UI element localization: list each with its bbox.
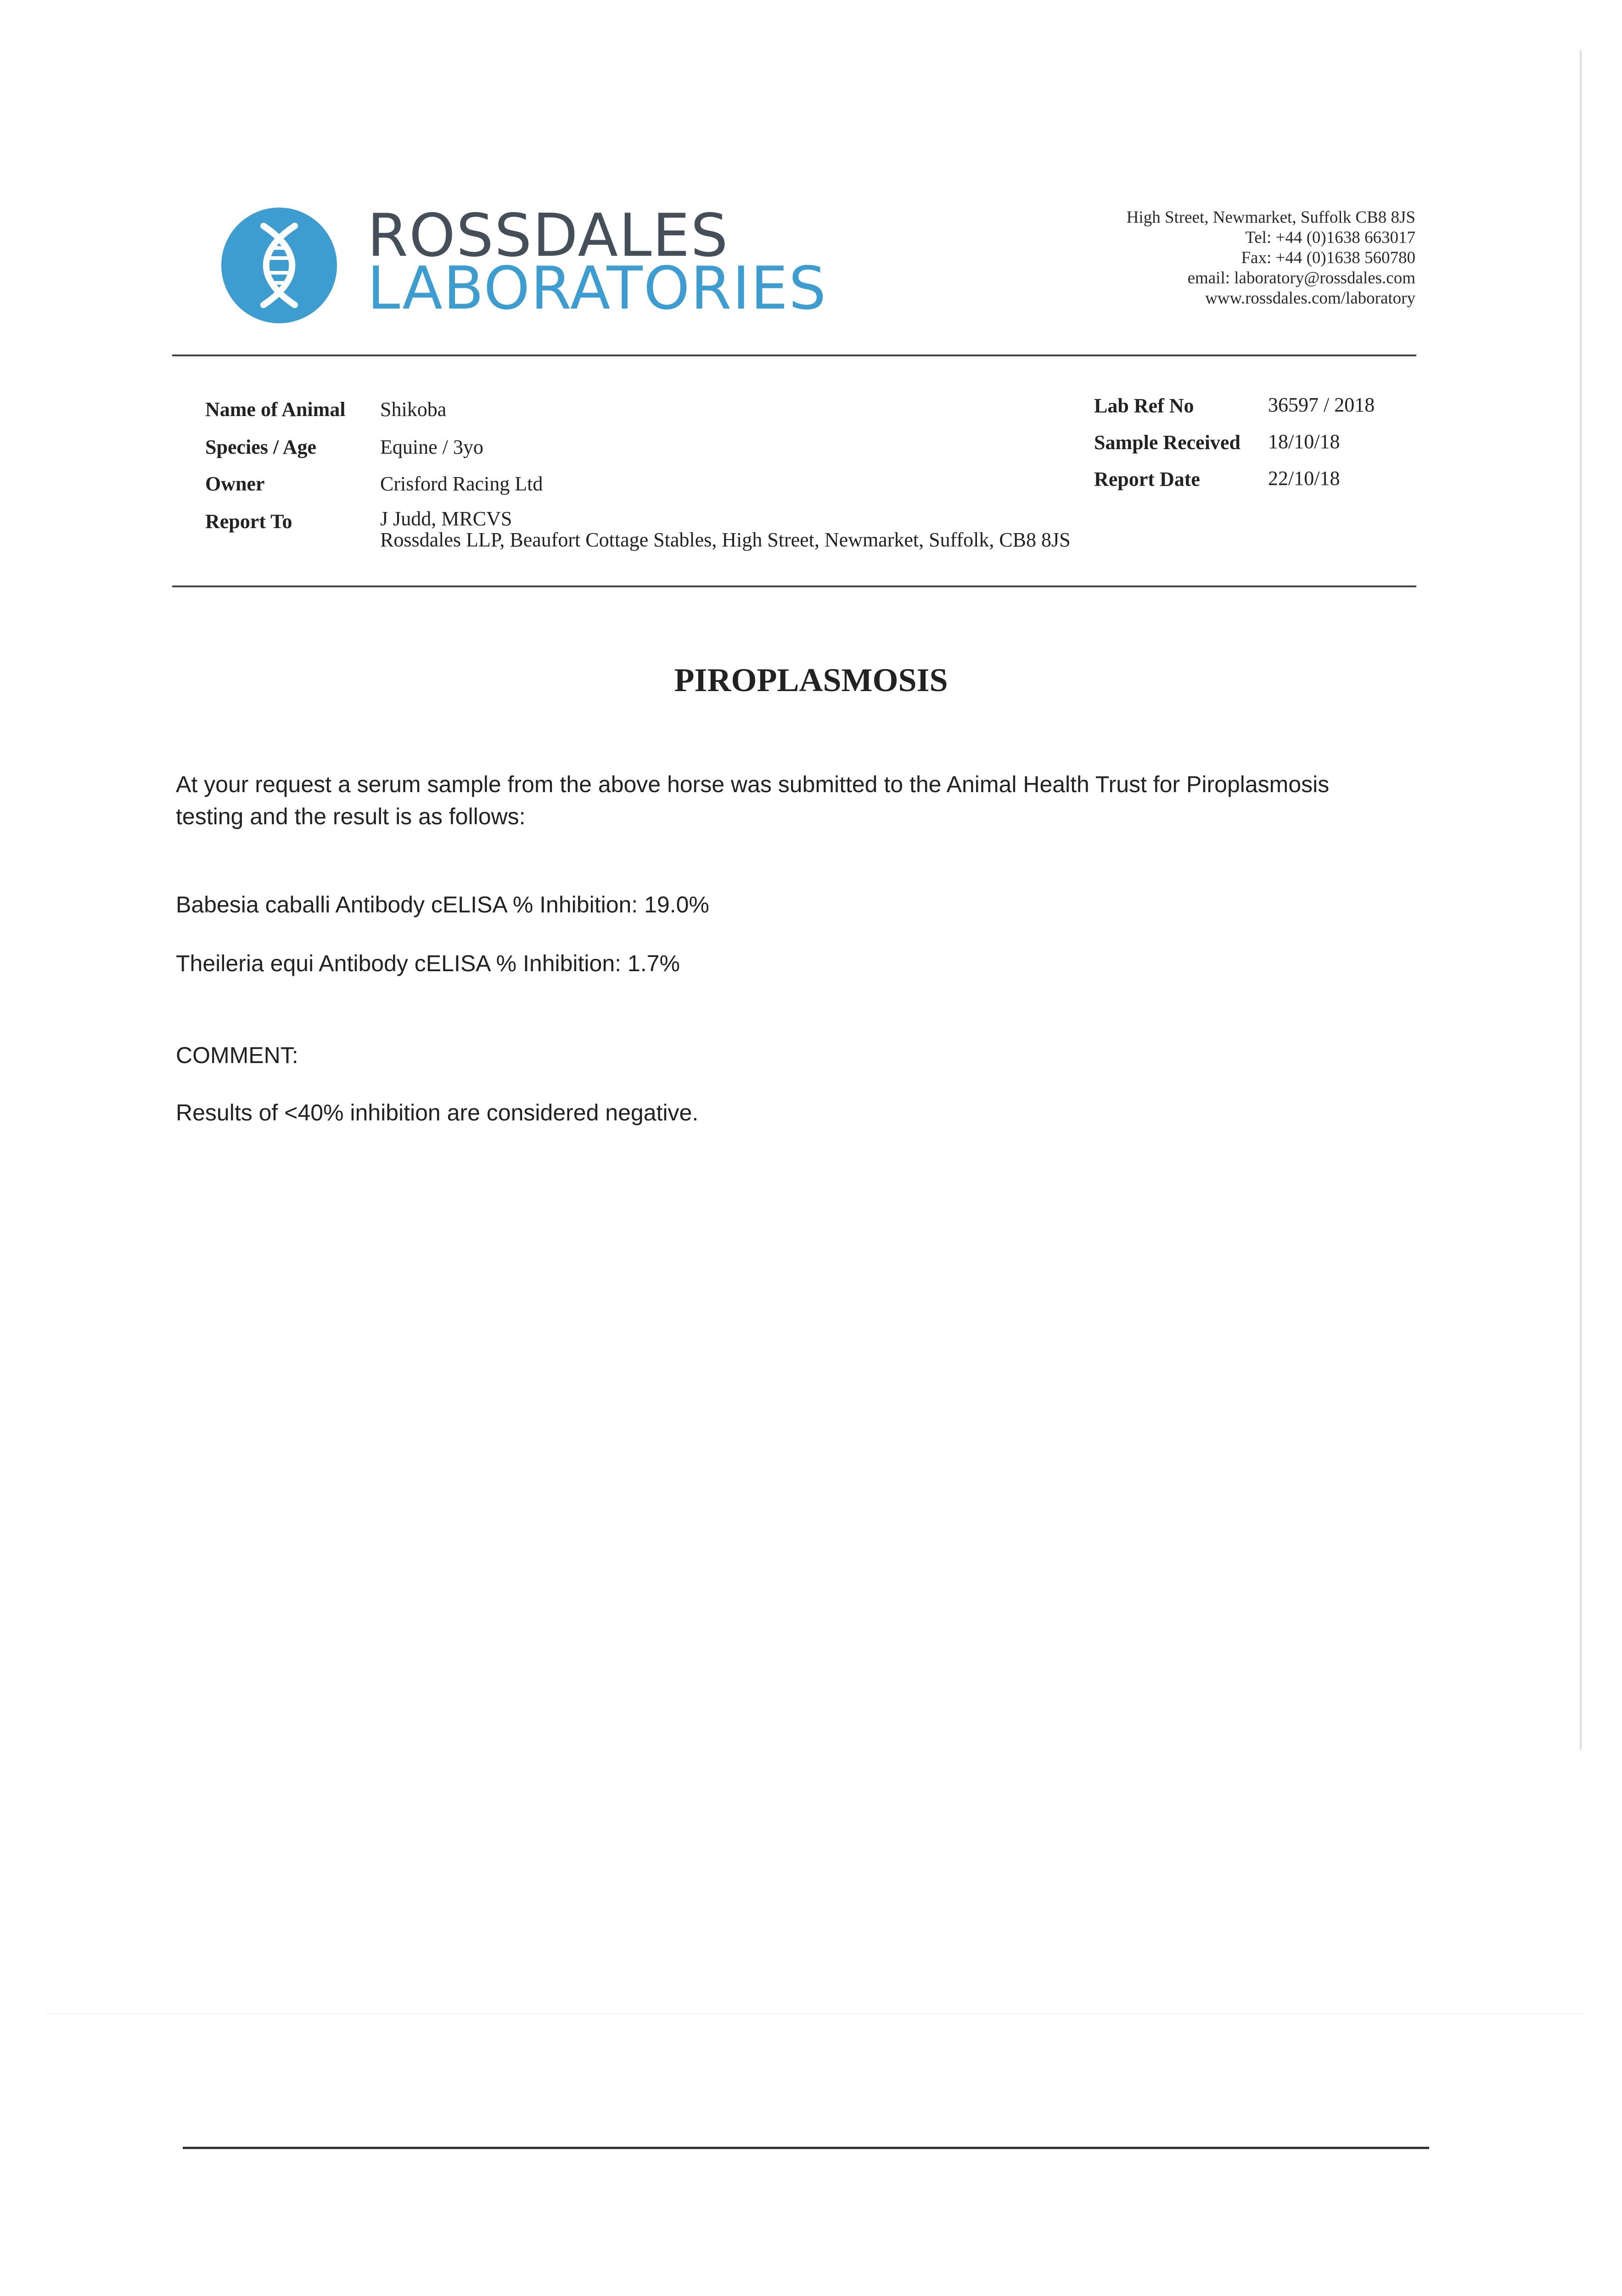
sample-received-label: Sample Received (1094, 431, 1240, 454)
report-to-name: J Judd, MRCVS (380, 507, 512, 530)
lab-ref-label: Lab Ref No (1094, 394, 1194, 417)
lab-ref-value: 36597 / 2018 (1268, 394, 1375, 416)
owner-label: Owner (205, 473, 265, 495)
comment-heading: COMMENT: (176, 1042, 298, 1068)
owner-value: Crisford Racing Ltd (380, 473, 543, 495)
brand-name-line1: ROSSDALES (367, 202, 729, 270)
sample-received-value: 18/10/18 (1268, 430, 1340, 453)
header-divider (172, 355, 1416, 356)
report-date-value: 22/10/18 (1268, 467, 1340, 490)
result-babesia-caballi: Babesia caballi Antibody cELISA % Inhibition: 19.0% (176, 892, 709, 917)
address-email: email: laboratory@rossdales.com (1187, 269, 1415, 287)
address-tel: Tel: +44 (0)1638 663017 (1245, 228, 1415, 247)
address-line: High Street, Newmarket, Suffolk CB8 8JS (1126, 208, 1415, 227)
address-fax: Fax: +44 (0)1638 560780 (1241, 248, 1415, 267)
intro-line-2: testing and the result is as follows: (176, 804, 526, 829)
scan-edge-shadow (1580, 51, 1582, 1750)
report-title: PIROPLASMOSIS (674, 662, 948, 698)
name-of-animal-label: Name of Animal (205, 398, 346, 421)
species-age-label: Species / Age (205, 436, 316, 458)
report-to-address: Rossdales LLP, Beaufort Cottage Stables, High Street, Newmarket, Suffolk, CB8 8JS (380, 529, 1071, 551)
comment-text: Results of <40% inhibition are considered negative. (176, 1100, 699, 1125)
report-date-label: Report Date (1094, 468, 1200, 490)
dna-helix-icon (221, 208, 337, 323)
address-website: www.rossdales.com/laboratory (1205, 289, 1415, 308)
scan-faint-line (46, 2014, 1584, 2015)
species-age-value: Equine / 3yo (380, 436, 483, 458)
footer-divider (183, 2147, 1429, 2149)
brand-name-line2: LABORATORIES (367, 254, 827, 323)
result-theileria-equi: Theileria equi Antibody cELISA % Inhibition: 1.7% (176, 951, 680, 976)
report-to-label: Report To (205, 510, 292, 533)
name-of-animal-value: Shikoba (380, 398, 447, 421)
intro-line-1: At your request a serum sample from the above horse was submitted to the Animal Health Trust for Piroplasmosis (176, 771, 1330, 797)
info-divider (172, 585, 1416, 587)
lab-address (1127, 208, 1415, 309)
